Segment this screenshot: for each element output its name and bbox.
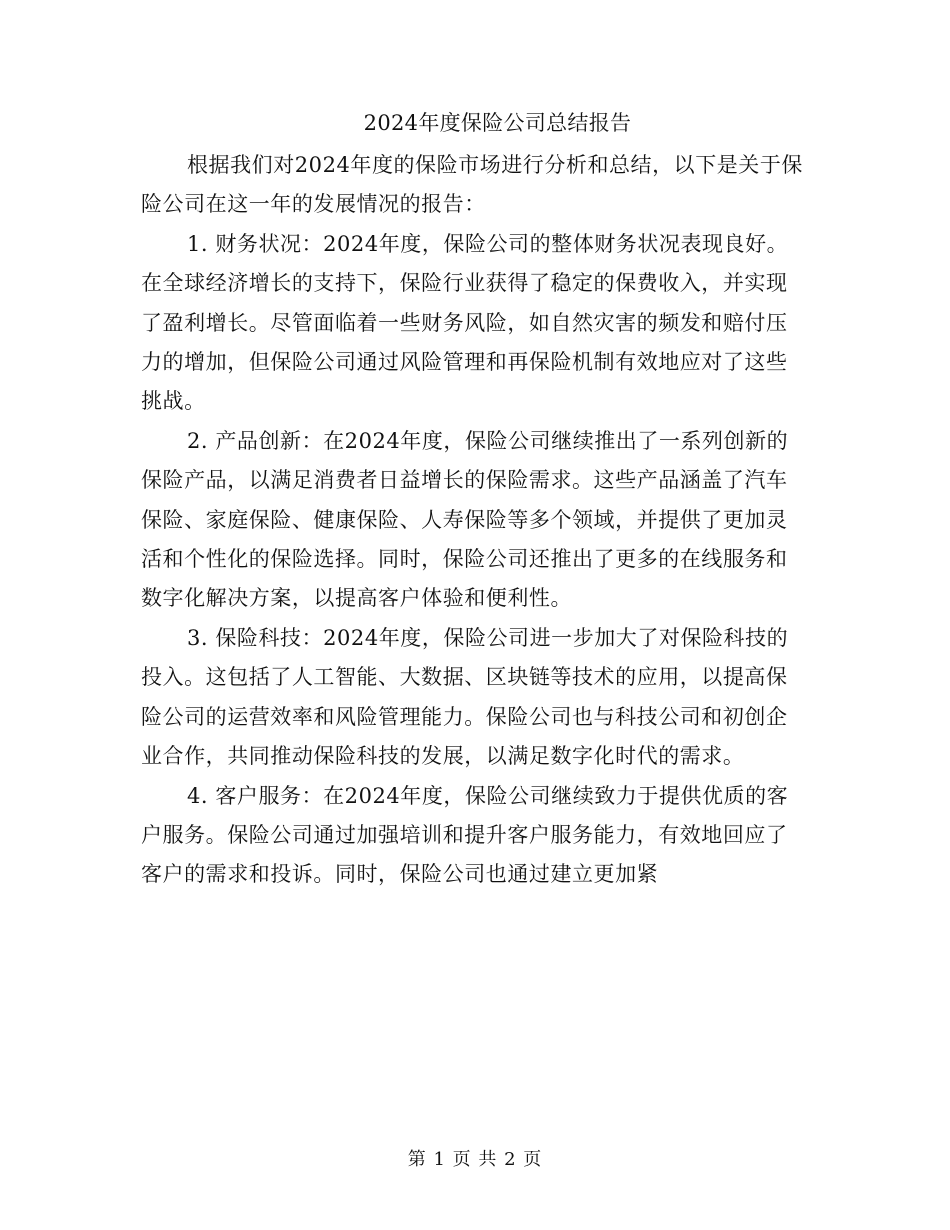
document-title: 2024年度保险公司总结报告 bbox=[363, 111, 632, 135]
paragraph-financial-status: 1. 财务状况：2024年度，保险公司的整体财务状况表现良好。在全球经济增长的支持下，保险行业获得了稳定的保费收入，并实现了盈利增长。尽管面临着一些财务风险，如自然灾害的频发和赔付压力的增加，但保险公司通过风险管理和再保险机制有效地应对了这些挑战。 bbox=[141, 231, 789, 414]
document-body bbox=[141, 146, 809, 895]
intro-paragraph: 根据我们对2024年度的保险市场进行分析和总结，以下是关于保险公司在这一年的发展情况的报告： bbox=[141, 153, 803, 217]
paragraph-product-innovation: 2. 产品创新：在2024年度，保险公司继续推出了一系列创新的保险产品，以满足消费者日益增长的保险需求。这些产品涵盖了汽车保险、家庭保险、健康保险、人寿保险等多个领域，并提供了更加灵活和个性化的保险选择。同时，保险公司还推出了更多的在线服务和数字化解决方案，以提高客户体验和便利性。 bbox=[141, 428, 789, 611]
paragraph-insurance-technology: 3. 保险科技：2024年度，保险公司进一步加大了对保险科技的投入。这包括了人工智能、大数据、区块链等技术的应用，以提高保险公司的运营效率和风险管理能力。保险公司也与科技公司和初创企业合作，共同推动保险科技的发展，以满足数字化时代的需求。 bbox=[141, 625, 789, 769]
paragraph-customer-service: 4. 客户服务：在2024年度，保险公司继续致力于提供优质的客户服务。保险公司通过加强培训和提升客户服务能力，有效地回应了客户的需求和投诉。同时，保险公司也通过建立更加紧 bbox=[141, 783, 789, 887]
page-number-footer: 第 1 页 共 2 页 bbox=[407, 1149, 543, 1170]
